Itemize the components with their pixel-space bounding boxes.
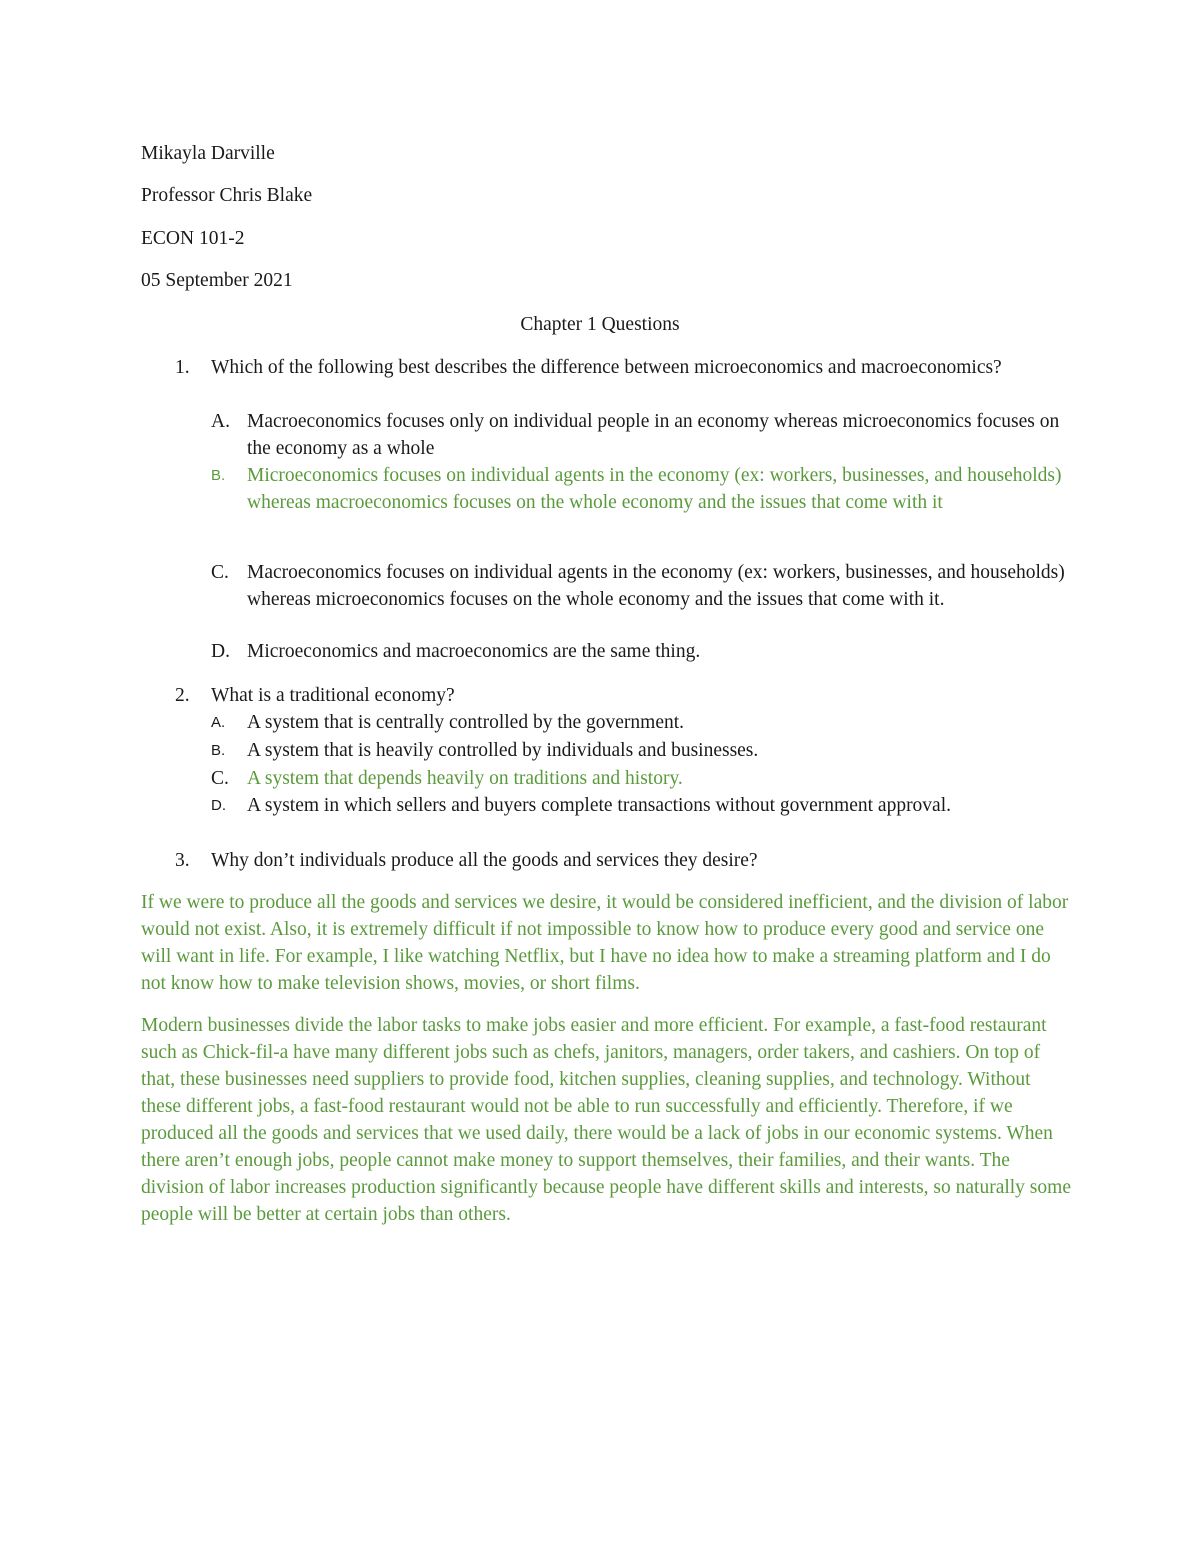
question-number: 1.	[175, 357, 190, 378]
option-text: Macroeconomics focuses only on individual people in an economy whereas microeconomics focuses on the economy as a whole	[247, 411, 1060, 459]
option-text: A system in which sellers and buyers complete transactions without government approval.	[247, 795, 952, 816]
question-text: Which of the following best describes the difference between microeconomics and macroeconomics?	[211, 357, 1002, 378]
option-text: Macroeconomics focuses on individual agents in the economy (ex: workers, businesses, and households) whereas microeconomics focuses on the whole economy and the issues that come with it.	[247, 562, 1065, 610]
option-text-correct: Microeconomics focuses on individual agents in the economy (ex: workers, businesses, and households) whereas macroeconomics focuses on the whole economy and the issues that come with it	[247, 465, 1062, 513]
document-date: 05 September 2021	[141, 270, 293, 291]
option-text-correct: A system that depends heavily on traditions and history.	[247, 768, 683, 789]
answer-paragraph: Modern businesses divide the labor tasks to make jobs easier and more efficient. For example, a fast-food restaurant such as Chick-fil-a have many different jobs such as chefs, janitors, managers, order takers, and cashiers. On top of that, these businesses need suppliers to provide food, kitchen supplies, cleaning supplies, and technology. Without these different jobs, a fast-food restaurant would not be able to run successfully and efficiently. Therefore, if we produced all the goods and services that we used daily, there would be a lack of jobs in our economic systems. When there aren’t enough jobs, people cannot make money to support themselves, their families, and their wants. The division of labor increases production significantly because people have different skills and interests, so naturally some people will be better at certain jobs than others.	[141, 1015, 1071, 1225]
option-letter: B.	[211, 742, 226, 759]
question-number: 3.	[175, 850, 190, 871]
option-letter: C.	[211, 768, 229, 789]
course-code: ECON 101-2	[141, 228, 245, 249]
option-text: Microeconomics and macroeconomics are the same thing.	[247, 641, 701, 662]
question-text: What is a traditional economy?	[211, 685, 455, 706]
question-text: Why don’t individuals produce all the goods and services they desire?	[211, 850, 758, 871]
option-text: A system that is centrally controlled by the government.	[247, 712, 685, 733]
option-letter: A.	[211, 411, 230, 432]
option-text: A system that is heavily controlled by individuals and businesses.	[247, 740, 759, 761]
professor-name: Professor Chris Blake	[141, 185, 313, 206]
option-letter: C.	[211, 562, 229, 583]
option-letter: D.	[211, 797, 226, 814]
page-title: Chapter 1 Questions	[520, 314, 680, 335]
option-letter: B.	[211, 467, 226, 484]
option-letter: D.	[211, 641, 230, 662]
option-letter: A.	[211, 714, 226, 731]
answer-paragraph: If we were to produce all the goods and services we desire, it would be considered inefficient, and the division of labor would not exist. Also, it is extremely difficult if not impossible to know how to produce every good and service one will want in life. For example, I like watching Netflix, but I have no idea how to make a streaming platform and I do not know how to make television shows, movies, or short films.	[141, 892, 1069, 994]
question-number: 2.	[175, 685, 190, 706]
student-name: Mikayla Darville	[141, 143, 275, 164]
